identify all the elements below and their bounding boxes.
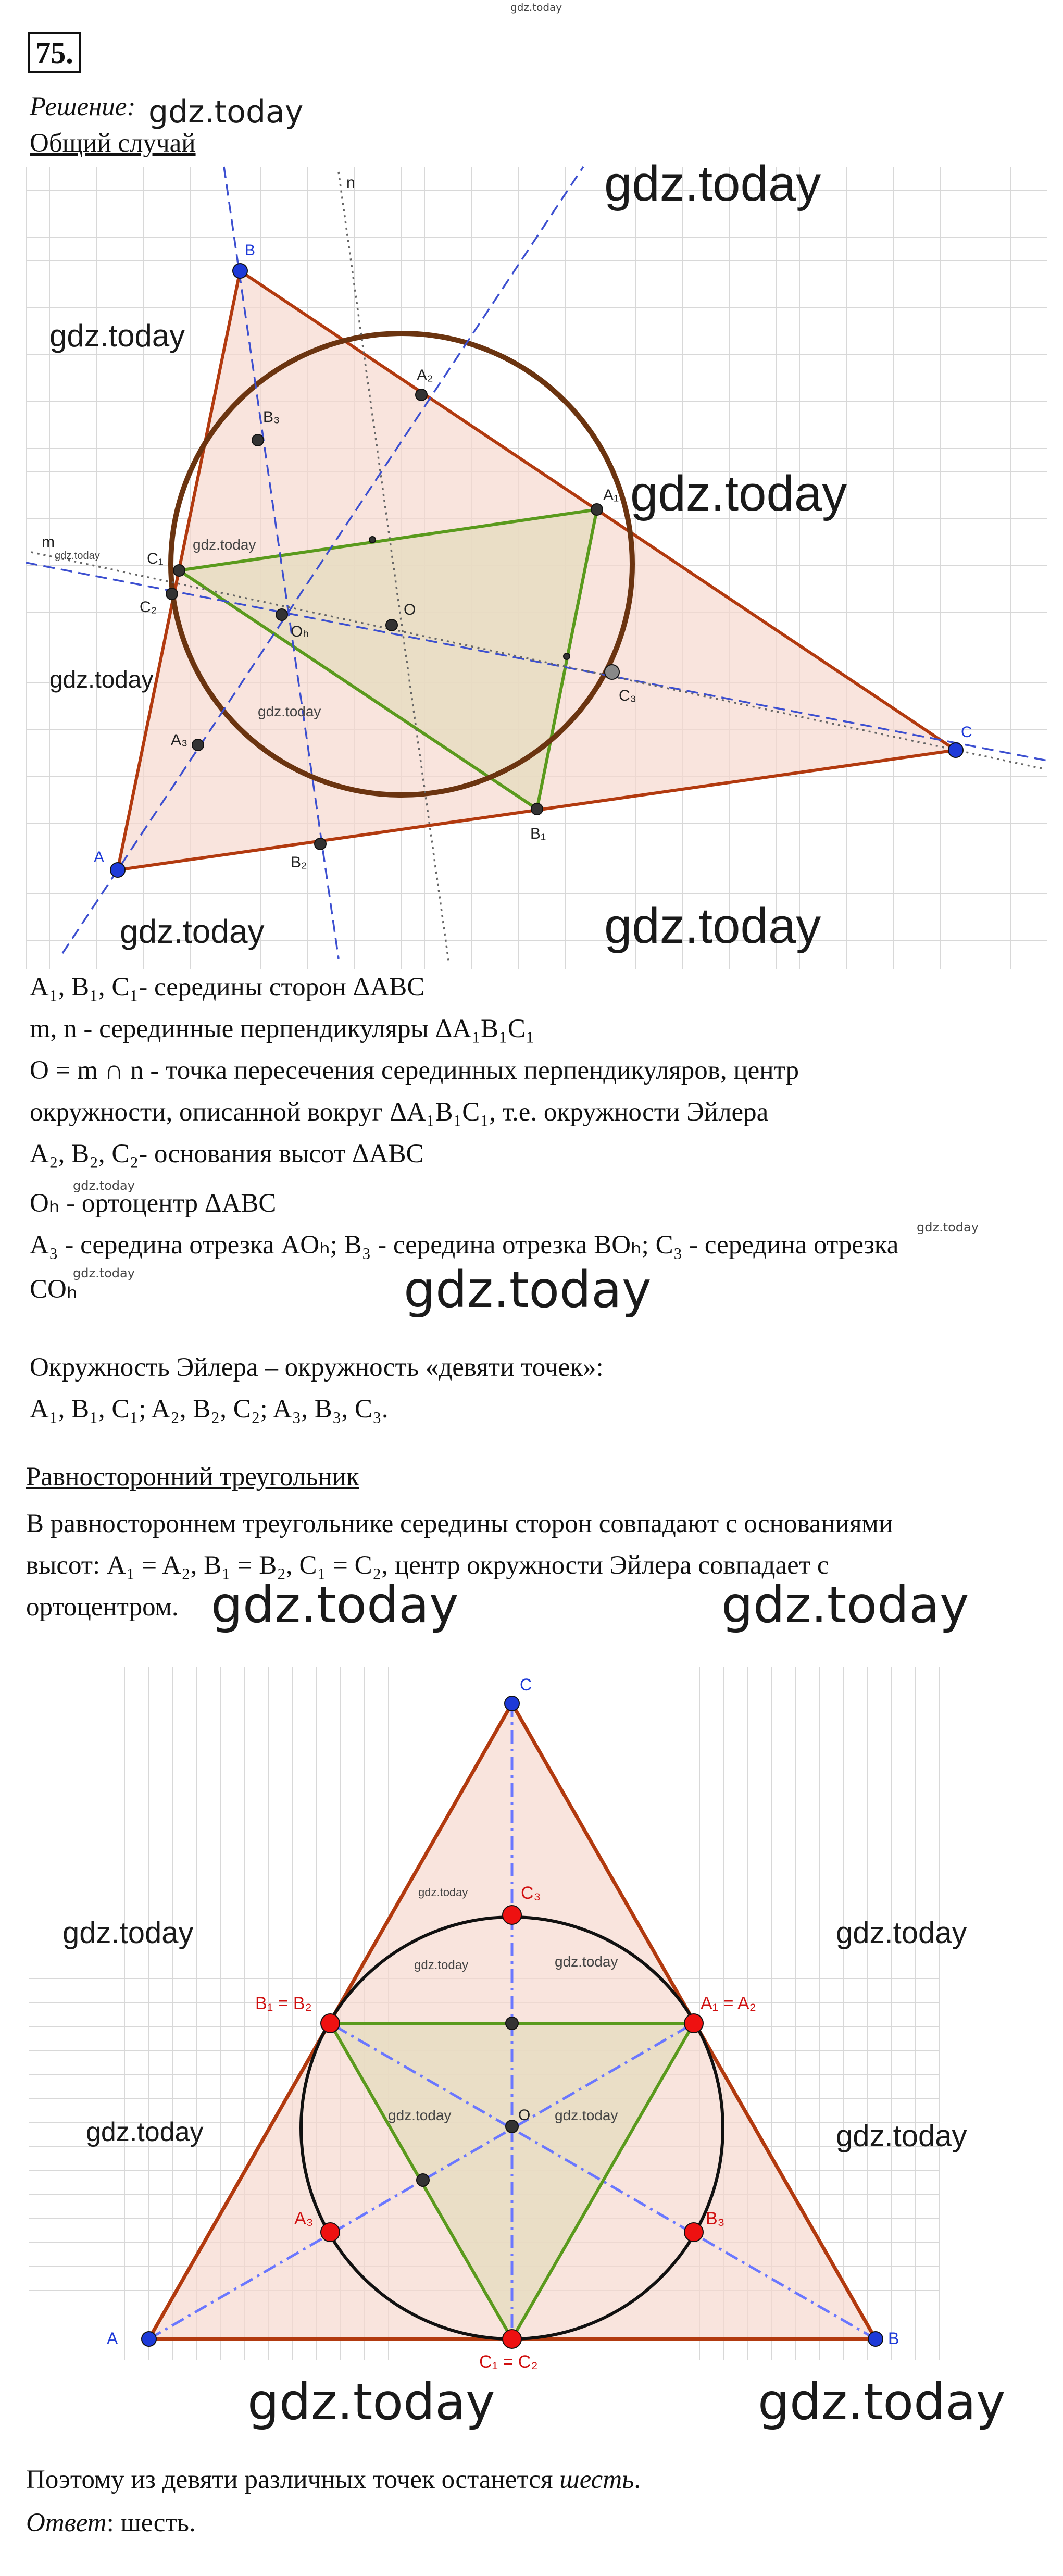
svg-text:gdz.today: gdz.today — [62, 1916, 194, 1950]
text-line-3: O = m ∩ n - точка пересечения серединных перпендикуляров, центр — [30, 1056, 799, 1085]
label-a: A — [94, 849, 105, 866]
svg-text:gdz.today: gdz.today — [49, 666, 154, 693]
svg-text:C₂: C₂ — [140, 599, 157, 616]
svg-text:A₃: A₃ — [294, 2209, 314, 2229]
svg-text:gdz.today: gdz.today — [604, 156, 821, 211]
svg-text:gdz.today: gdz.today — [120, 913, 265, 950]
label-b: B — [245, 242, 256, 259]
svg-text:gdz.today: gdz.today — [555, 1953, 618, 1970]
conclusion-line: Поэтому из девяти различных точек останется шесть. — [26, 2465, 641, 2494]
figure-equilateral — [29, 1667, 967, 2396]
text-line-8: COₕ — [30, 1275, 78, 1304]
equilateral-p2: высот: A₁ = A₂, B₁ = B₂, C₁ = C₂, центр окружности Эйлера совпадает с — [26, 1551, 829, 1580]
svg-text:gdz.today: gdz.today — [630, 466, 847, 521]
svg-text:Oₕ: Oₕ — [291, 623, 309, 640]
svg-text:gdz.today: gdz.today — [418, 1886, 468, 1899]
svg-text:B₃: B₃ — [263, 408, 280, 426]
svg-text:gdz.today: gdz.today — [604, 898, 821, 954]
svg-text:B: B — [888, 2329, 899, 2348]
svg-text:gdz.today: gdz.today — [836, 1916, 967, 1950]
text-line-10: A₁, B₁, C₁; A₂, B₂, C₂; A₃, B₃, C₃. — [30, 1395, 389, 1424]
svg-text:C₃: C₃ — [619, 687, 636, 704]
point-c — [948, 743, 963, 757]
svg-text:O: O — [404, 601, 416, 618]
figure-general-case — [26, 156, 1047, 969]
point-b — [233, 264, 247, 278]
svg-text:C₁: C₁ — [147, 550, 164, 567]
svg-text:gdz.today: gdz.today — [388, 2107, 452, 2123]
text-line-1: A₁, B₁, C₁- середины сторон ΔABC — [30, 973, 425, 1002]
text-line-5: A₂, B₂, C₂- основания высот ΔABC — [30, 1139, 424, 1168]
svg-text:n: n — [346, 174, 355, 191]
svg-text:B₂: B₂ — [291, 854, 307, 871]
svg-text:gdz.today: gdz.today — [258, 703, 321, 719]
svg-text:O: O — [518, 2107, 531, 2124]
answer-line: Ответ: шесть. — [26, 2508, 196, 2537]
svg-text:B₃: B₃ — [706, 2209, 725, 2229]
header-watermark: gdz.today — [510, 1, 562, 14]
text-line-6: Oₕ - ортоцентр ΔABC — [30, 1189, 277, 1218]
watermark: gdz.today — [148, 94, 304, 130]
svg-text:C₃: C₃ — [521, 1883, 541, 1903]
svg-text:gdz.today: gdz.today — [55, 550, 100, 562]
equilateral-p3: ортоцентром. — [26, 1592, 179, 1622]
svg-text:gdz.today: gdz.today — [414, 1958, 469, 1972]
text-line-7: A₃ - середина отрезка AOₕ; B₃ - середина отрезка BOₕ; C₃ - середина отрезка — [30, 1230, 899, 1260]
svg-text:A₁: A₁ — [603, 487, 619, 504]
problem-number: 75. — [28, 32, 81, 73]
equilateral-title: Равносторонний треугольник — [26, 1462, 359, 1491]
svg-text:A₂: A₂ — [417, 367, 433, 384]
svg-text:B₁: B₁ — [530, 825, 546, 842]
svg-text:A: A — [107, 2329, 118, 2348]
svg-text:m: m — [42, 533, 55, 551]
svg-text:gdz.today: gdz.today — [555, 2107, 618, 2123]
watermark: gdz.today — [404, 1261, 652, 1319]
svg-text:gdz.today: gdz.today — [86, 2117, 204, 2147]
svg-text:gdz.today: gdz.today — [193, 537, 256, 553]
svg-text:C₁ = C₂: C₁ = C₂ — [479, 2352, 538, 2372]
equilateral-p1: В равностороннем треугольнике середины сторон совпадают с основаниями — [26, 1509, 893, 1538]
svg-text:C: C — [520, 1675, 532, 1694]
svg-text:A₃: A₃ — [171, 731, 188, 749]
point-a — [110, 863, 125, 877]
solution-label: Решение: — [30, 92, 136, 121]
text-line-2: m, n - серединные перпендикуляры ΔA₁B₁C₁ — [30, 1014, 535, 1043]
svg-text:gdz.today: gdz.today — [49, 318, 185, 353]
svg-text:A₁ = A₂: A₁ = A₂ — [701, 1994, 756, 2013]
text-line-9: Окружность Эйлера – окружность «девяти точек»: — [30, 1353, 604, 1382]
text-line-4: окружности, описанной вокруг ΔA₁B₁C₁, т.е. окружности Эйлера — [30, 1098, 769, 1127]
svg-text:B₁ = B₂: B₁ = B₂ — [255, 1994, 312, 2013]
svg-text:gdz.today: gdz.today — [836, 2119, 967, 2153]
label-c: C — [961, 724, 972, 741]
general-case-title: Общий случай — [30, 129, 196, 158]
